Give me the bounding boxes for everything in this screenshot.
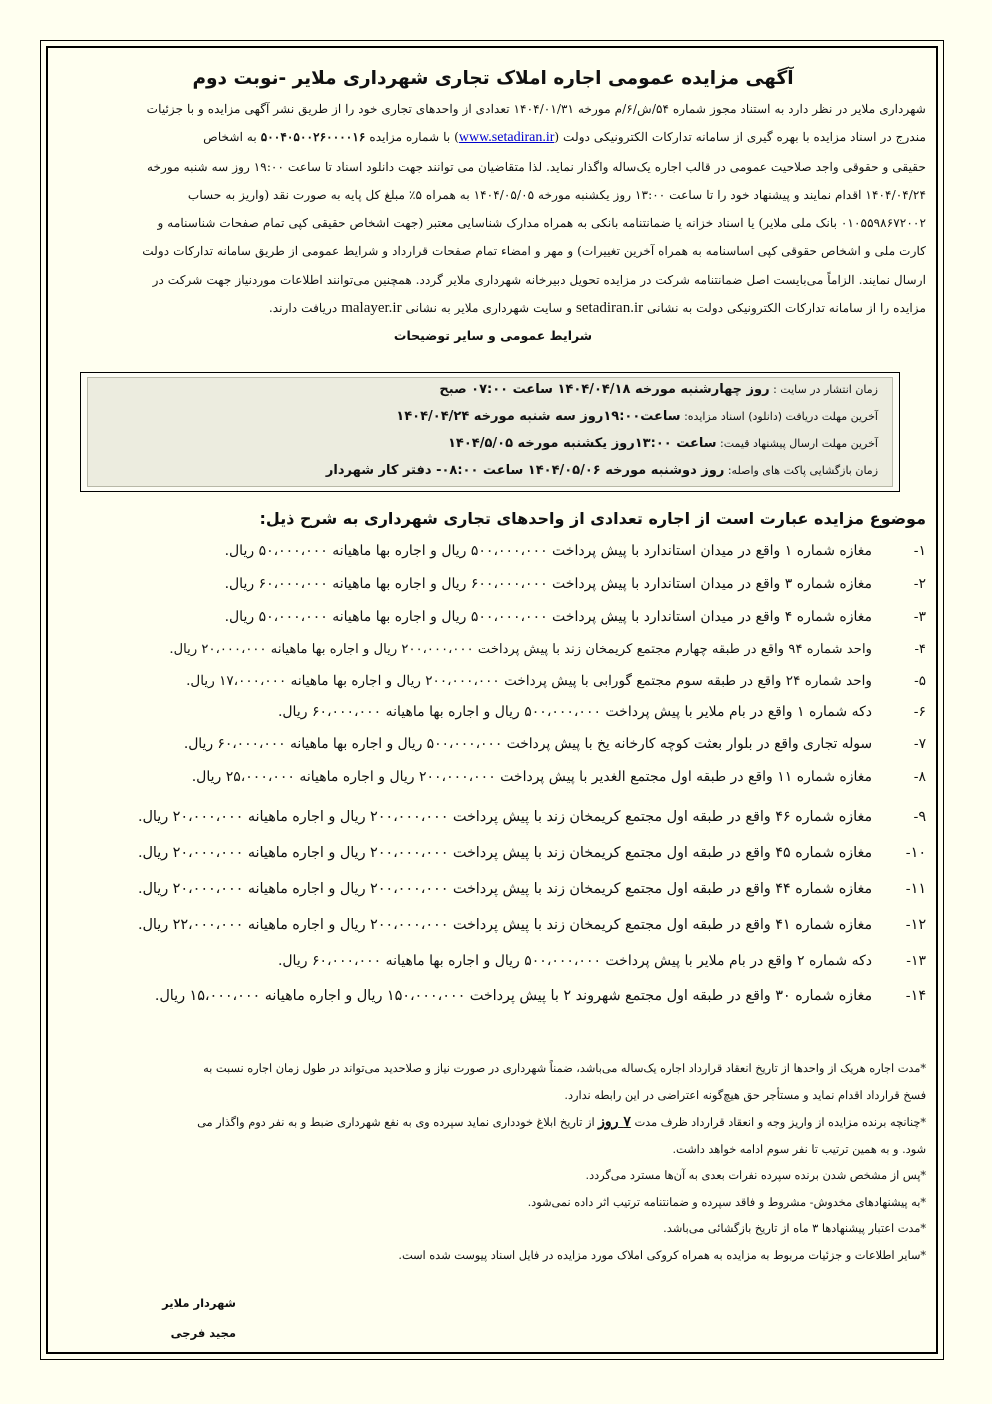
item-number: ۱۰- bbox=[905, 845, 926, 861]
schedule-value: ساعت ۱۳:۰۰روز یکشنبه مورخه ۱۴۰۴/۵/۰۵ bbox=[447, 436, 717, 451]
note-line: *پس از مشخص شدن برنده سپرده نفرات بعدی به آن‌ها مسترد می‌گردد. bbox=[585, 1169, 926, 1182]
item-text: مغازه شماره ۴ واقع در میدان استاندارد با پیش پرداخت ۵۰۰،۰۰۰،۰۰۰ ریال و اجاره بها ماهیانه ۵۰،۰۰۰،۰۰۰ ریال. bbox=[224, 609, 872, 625]
schedule-row-opening bbox=[326, 463, 878, 478]
list-item bbox=[184, 736, 926, 752]
note-line: *مدت اجاره هریک از واحدها از تاریخ انعقاد قرارداد اجاره یک‌ساله می‌باشد، ضمناً شهرداری در صورت نیاز و صلاحدید می‌تواند در طول زمان اجاره نسبت به bbox=[203, 1062, 926, 1075]
setadiran-link[interactable]: www.setadiran.ir bbox=[458, 130, 555, 146]
schedule-row-publish bbox=[439, 382, 878, 397]
signatory-role: شهردار ملایر bbox=[162, 1296, 236, 1310]
item-text: مغازه شماره ۱ واقع در میدان استاندارد با پیش پرداخت ۵۰۰،۰۰۰،۰۰۰ ریال و اجاره بها ماهیانه ۵۰،۰۰۰،۰۰۰ ریال. bbox=[224, 543, 872, 559]
item-number: ۵- bbox=[914, 673, 926, 689]
deadline-days: ۷ روز bbox=[598, 1114, 631, 1130]
list-item bbox=[278, 953, 926, 969]
setadiran-site: setadiran.ir bbox=[576, 300, 644, 317]
item-number: ۱۴- bbox=[905, 988, 926, 1004]
schedule-label: آخرین مهلت ارسال پیشنهاد قیمت: bbox=[716, 437, 878, 450]
note-line: *سایر اطلاعات و جزئیات مربوط به مزایده به همراه کروکی املاک مورد مزایده در فایل اسناد پیوست شده است. bbox=[398, 1248, 926, 1262]
schedule-value: روز چهارشنبه مورخه ۱۴۰۴/۰۴/۱۸ ساعت ۰۷:۰۰ صبح bbox=[439, 382, 770, 397]
subject-heading: موضوع مزایده عبارت است از اجاره تعدادی از واحدهای تجاری شهرداری به شرح ذیل: bbox=[259, 509, 926, 528]
section-heading: شرایط عمومی و سایر توضیحات bbox=[393, 328, 593, 344]
schedule-panel bbox=[87, 377, 893, 487]
list-item bbox=[138, 809, 926, 825]
list-item bbox=[278, 704, 926, 720]
item-text: مغازه شماره ۴۵ واقع در طبقه اول مجتمع کریمخان زند با پیش پرداخت ۲۰۰،۰۰۰،۰۰۰ ریال و اجاره ماهیانه ۲۰،۰۰۰،۰۰۰ ریال. bbox=[137, 845, 872, 861]
intro-line-8 bbox=[60, 294, 926, 322]
list-item bbox=[225, 609, 926, 625]
page-title: آگهی مزایده عمومی اجاره املاک تجاری شهرداری ملایر -نوبت دوم bbox=[192, 68, 794, 89]
intro-line-5: ۰۱۰۵۵۹۸۶۷۲۰۰۲ بانک ملی ملایر) یا اسناد خزانه یا ضمانتنامه بانکی به همراه مدارک شناسایی معتبر (جهت اشخاص حقیقی کپی تمام صفحات شناسنامه و bbox=[157, 216, 926, 231]
note-line bbox=[60, 1109, 926, 1137]
intro-line-3: حقیقی و حقوقی واجد صلاحیت عمومی در قالب اجاره یک‌ساله واگذار نماید. لذا متقاضیان می توانند جهت دانلود اسناد تا ساعت ۱۹:۰۰ روز سه شنبه مورخه bbox=[146, 159, 926, 174]
item-text: مغازه شماره ۱۱ واقع در طبقه اول مجتمع الغدیر با پیش پرداخت ۲۰۰،۰۰۰،۰۰۰ ریال و اجاره ماهیانه ۲۵،۰۰۰،۰۰۰ ریال. bbox=[191, 769, 872, 785]
intro-text: دریافت دارند. bbox=[268, 301, 342, 316]
intro-paragraph bbox=[60, 95, 926, 322]
list-item bbox=[138, 845, 926, 861]
list-item bbox=[225, 576, 926, 592]
intro-line-2 bbox=[60, 123, 926, 152]
item-number: ۱۳- bbox=[906, 953, 926, 969]
malayer-site: malayer.ir bbox=[341, 300, 402, 317]
schedule-label: آخرین مهلت دریافت (دانلود) اسناد مزایده: bbox=[680, 410, 878, 423]
list-item bbox=[155, 988, 926, 1004]
item-number: ۴- bbox=[914, 642, 926, 657]
list-item bbox=[138, 881, 926, 897]
item-number: ۷- bbox=[913, 736, 926, 752]
note-text: *چنانچه برنده مزایده از واریز وجه و انعقاد قرارداد ظرف مدت bbox=[630, 1116, 926, 1129]
note-text: از تاریخ ابلاغ خودداری نماید سپرده وی به نفع شهرداری ضبط و به نفر دوم واگذار می bbox=[197, 1116, 599, 1129]
list-item bbox=[138, 917, 926, 933]
item-text: واحد شماره ۹۴ واقع در طبقه چهارم مجتمع کریمخان زند با پیش پرداخت ۲۰۰،۰۰۰،۰۰۰ ریال و اجاره بها ماهیانه ۲۰،۰۰۰،۰۰۰ ریال. bbox=[169, 642, 872, 657]
item-number: ۸- bbox=[913, 769, 926, 785]
item-text: مغازه شماره ۳ واقع در میدان استاندارد با پیش پرداخت ۶۰۰،۰۰۰،۰۰۰ ریال و اجاره بها ماهیانه ۶۰،۰۰۰،۰۰۰ ریال. bbox=[224, 576, 872, 592]
note-line: *مدت اعتبار پیشنهادها ۳ ماه از تاریخ بازگشائی می‌باشد. bbox=[663, 1222, 926, 1235]
schedule-row-submit bbox=[448, 436, 878, 451]
list-item bbox=[225, 543, 926, 559]
item-number: ۲- bbox=[913, 576, 926, 592]
note-line: شود. و به همین ترتیب تا نفر سوم ادامه خواهد داشت. bbox=[672, 1142, 926, 1156]
schedule-label: زمان انتشار در سایت : bbox=[769, 383, 878, 396]
schedule-label: زمان بازگشایی پاکت های واصله: bbox=[724, 464, 878, 477]
intro-line-1: شهرداری ملایر در نظر دارد به استناد مجوز شماره ۵۴/ش/۶/م مورخه ۱۴۰۴/۰۱/۳۱ تعدادی از واحدهای تجاری خود را از طریق نشر آگهی مزایده و با جزئیات bbox=[146, 102, 926, 116]
notice-content bbox=[60, 66, 926, 1340]
item-text: مغازه شماره ۴۶ واقع در طبقه اول مجتمع کریمخان زند با پیش پرداخت ۲۰۰،۰۰۰،۰۰۰ ریال و اجاره ماهیانه ۲۰،۰۰۰،۰۰۰ ریال. bbox=[137, 809, 872, 825]
note-line: *به پیشنهادهای مخدوش- مشروط و فاقد سپرده و ضمانتنامه ترتیب اثر داده نمی‌شود. bbox=[527, 1195, 926, 1209]
item-number: ۱- bbox=[913, 543, 926, 559]
intro-line-7: ارسال نمایند. الزاماً می‌بایست اصل ضمانتنامه شرکت در مزایده تحویل دبیرخانه شهرداری ملایر گردد. همچنین می‌توانند اطلاعات موردنیاز جهت شرکت در bbox=[152, 272, 926, 287]
intro-text: و سایت شهرداری ملایر به نشانی bbox=[401, 301, 577, 316]
item-text: سوله تجاری واقع در بلوار بعثت کوچه کارخانه یخ با پیش پرداخت ۵۰۰،۰۰۰،۰۰۰ ریال و اجاره بها ماهیانه ۶۰،۰۰۰،۰۰۰ ریال. bbox=[183, 736, 872, 752]
intro-text: مزایده را از سامانه تدارکات الکترونیکی دولت به نشانی bbox=[643, 301, 926, 316]
item-number: ۹- bbox=[913, 809, 926, 825]
signatory-name: مجید فرجی bbox=[170, 1326, 236, 1340]
item-text: دکه شماره ۱ واقع در بام ملایر با پیش پرداخت ۵۰۰،۰۰۰،۰۰۰ ریال و اجاره بها ماهیانه ۶۰،۰۰۰،۰۰۰ ریال. bbox=[277, 704, 872, 720]
intro-text: مندرج در اسناد مزایده با بهره گیری از سامانه تدارکات الکترونیکی دولت ( bbox=[554, 130, 926, 145]
item-text: دکه شماره ۲ واقع در بام ملایر با پیش پرداخت ۵۰۰،۰۰۰،۰۰۰ ریال و اجاره بها ماهیانه ۶۰،۰۰۰،۰۰۰ ریال. bbox=[277, 953, 872, 969]
item-number: ۱۲- bbox=[905, 917, 926, 933]
list-item bbox=[169, 642, 926, 657]
auction-number: ۵۰۰۴۰۵۰۰۲۶۰۰۰۰۱۶ bbox=[260, 130, 366, 145]
schedule-value: ساعت۱۹:۰۰روز سه شنبه مورخه ۱۴۰۴/۰۴/۲۴ bbox=[396, 409, 681, 424]
schedule-value: روز دوشنبه مورخه ۱۴۰۴/۰۵/۰۶ ساعت ۰۸:۰۰- دفتر کار شهردار bbox=[325, 463, 725, 478]
intro-text: به اشخاص bbox=[203, 130, 261, 145]
intro-line-4: ۱۴۰۴/۰۴/۲۴ اقدام نمایند و پیشنهاد خود را تا ساعت ۱۳:۰۰ روز یکشنبه مورخه ۱۴۰۴/۰۵/۰۵ به همراه ۵٪ مبلغ کل پایه به صورت نقد (واریز به حساب bbox=[187, 187, 926, 202]
item-text: واحد شماره ۲۴ واقع در طبقه سوم مجتمع گورابی با پیش پرداخت ۲۰۰،۰۰۰،۰۰۰ ریال و اجاره بها ماهیانه ۱۷،۰۰۰،۰۰۰ ریال. bbox=[186, 673, 872, 689]
item-number: ۶- bbox=[913, 704, 926, 720]
item-text: مغازه شماره ۳۰ واقع در طبقه اول مجتمع شهروند ۲ با پیش پرداخت ۱۵۰،۰۰۰،۰۰۰ ریال و اجاره ماهیانه ۱۵،۰۰۰،۰۰۰ ریال. bbox=[154, 988, 872, 1004]
item-number: ۱۱- bbox=[905, 881, 926, 897]
item-text: مغازه شماره ۴۱ واقع در طبقه اول مجتمع کریمخان زند با پیش پرداخت ۲۰۰،۰۰۰،۰۰۰ ریال و اجاره ماهیانه ۲۲،۰۰۰،۰۰۰ ریال. bbox=[137, 917, 872, 933]
note-line: فسخ قرارداد اقدام نماید و مستأجر حق هیچ‌گونه اعتراضی در این رابطه ندارد. bbox=[564, 1088, 926, 1102]
list-item bbox=[192, 769, 926, 785]
notes-section bbox=[60, 1056, 926, 1269]
intro-line-6: کارت ملی و اشخاص حقوقی کپی اساسنامه به همراه آخرین تغییرات) و مهر و امضاء تمام صفحات قرارداد و شرایط عمومی از طریق سامانه تدارکات دولت bbox=[142, 244, 926, 259]
deadline-emphasis bbox=[598, 1116, 631, 1129]
item-number: ۳- bbox=[913, 609, 926, 625]
item-text: مغازه شماره ۴۴ واقع در طبقه اول مجتمع کریمخان زند با پیش پرداخت ۲۰۰،۰۰۰،۰۰۰ ریال و اجاره ماهیانه ۲۰،۰۰۰،۰۰۰ ریال. bbox=[137, 881, 872, 897]
intro-text: ) با شماره مزایده bbox=[365, 130, 459, 145]
list-item bbox=[186, 673, 926, 689]
signature-block bbox=[162, 1288, 236, 1348]
schedule-box bbox=[80, 372, 900, 492]
schedule-row-download bbox=[396, 409, 878, 424]
